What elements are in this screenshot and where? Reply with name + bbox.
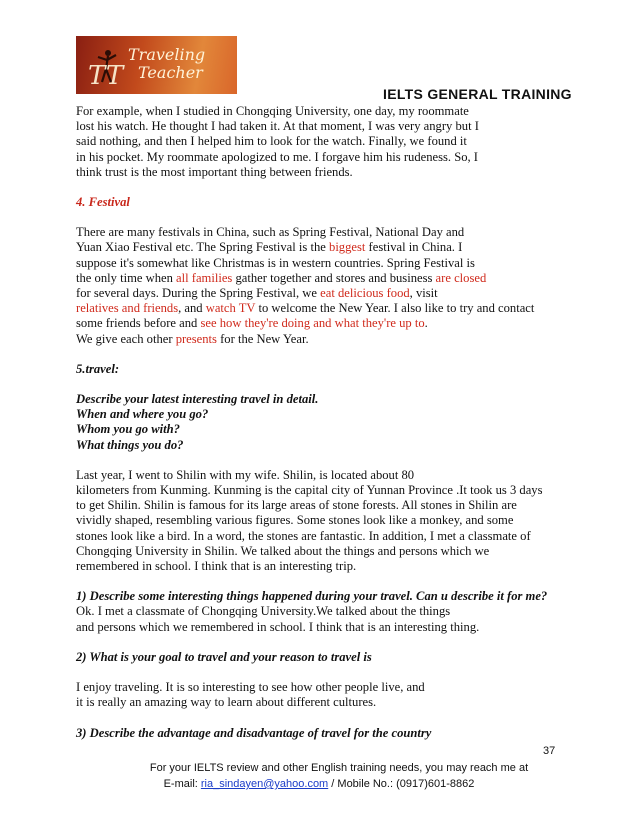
header-title: IELTS GENERAL TRAINING bbox=[383, 86, 572, 102]
travel-answer-line: remembered in school. I think that is an interesting trip. bbox=[76, 559, 357, 574]
festival-line: for several days. During the Spring Festival, we eat delicious food, visit bbox=[76, 286, 438, 301]
festival-line: We give each other presents for the New Year. bbox=[76, 331, 309, 346]
answer-1-line: and persons which we remembered in school. I think that is an interesting thing. bbox=[76, 619, 480, 634]
example-line: lost his watch. He thought I had taken it. At that moment, I was very angry but I bbox=[76, 119, 479, 134]
highlight: see how they're doing and what they're up to bbox=[200, 316, 425, 331]
festival-line: Yuan Xiao Festival etc. The Spring Festival is the biggest festival in China. I bbox=[76, 240, 463, 255]
highlight: biggest bbox=[329, 240, 366, 255]
travel-answer-line: stones look like a bird. In a word, the stones are fantastic. In addition, I met a classmate of bbox=[76, 528, 531, 543]
highlight: all families bbox=[176, 270, 233, 285]
travel-answer-line: Last year, I went to Shilin with my wife. Shilin, is located about 80 bbox=[76, 467, 415, 482]
example-line: said nothing, and then I helped him to look for the watch. Finally, we found it bbox=[76, 134, 467, 149]
travel-heading: 5.travel: bbox=[76, 361, 120, 376]
travel-answer-line: Chongqing University in Shilin. We talked about the things and persons which we bbox=[76, 543, 490, 558]
logo bbox=[76, 36, 237, 94]
question-1: 1) Describe some interesting things happened during your travel. Can u describe it for me? bbox=[76, 589, 548, 604]
highlight: are closed bbox=[435, 270, 487, 285]
page-number: 37 bbox=[543, 745, 556, 757]
answer-2-line: it is really an amazing way to learn about different cultures. bbox=[76, 695, 377, 710]
answer-2-line: I enjoy traveling. It is so interesting to see how other people live, and bbox=[76, 680, 425, 695]
travel-question: What things you do? bbox=[76, 437, 184, 452]
logo-line2: Teacher bbox=[138, 63, 203, 82]
travel-answer-line: kilometers from Kunming. Kunming is the capital city of Yunnan Province .It took us 3 days bbox=[76, 483, 543, 498]
email-link[interactable]: ria_sindayen@yahoo.com bbox=[200, 778, 329, 790]
travel-question: When and where you go? bbox=[76, 407, 209, 422]
highlight: watch TV bbox=[205, 301, 256, 316]
answer-1-line: Ok. I met a classmate of Chongqing University.We talked about the things bbox=[76, 604, 451, 619]
example-line: think trust is the most important thing between friends. bbox=[76, 164, 353, 179]
logo-line1: Traveling bbox=[128, 45, 206, 64]
page-content bbox=[76, 104, 566, 741]
travel-question: Describe your latest interesting travel in detail. bbox=[76, 392, 319, 407]
highlight: relatives and friends bbox=[76, 301, 179, 316]
festival-line: some friends before and see how they're doing and what they're up to. bbox=[76, 316, 428, 331]
highlight: eat delicious food bbox=[320, 286, 410, 301]
footer-line1: For your IELTS review and other English training needs, you may reach me at bbox=[149, 762, 529, 774]
example-line: in his pocket. My roommate apologized to me. I forgave him his rudeness. So, I bbox=[76, 149, 478, 164]
travel-question: Whom you go with? bbox=[76, 422, 180, 437]
highlight: presents bbox=[175, 331, 217, 346]
festival-line: suppose it's somewhat like Christmas is in western countries. Spring Festival is bbox=[76, 255, 475, 270]
travel-answer-line: vividly shaped, resembling various figures. Some stones look like a monkey, and some bbox=[76, 513, 514, 528]
logo-monogram: TT bbox=[88, 61, 124, 91]
festival-line: relatives and friends, and watch TV to welcome the New Year. I also like to try and contact bbox=[76, 301, 535, 316]
question-3: 3) Describe the advantage and disadvantage of travel for the country bbox=[76, 725, 432, 740]
footer-line2: E-mail: ria_sindayen@yahoo.com / Mobile No.: (0917)601-8862 bbox=[163, 778, 475, 790]
travel-answer-line: to get Shilin. Shilin is famous for its large areas of stone forests. All stones in Shilin are bbox=[76, 498, 517, 513]
festival-line: the only time when all families gather together and stores and business are closed bbox=[76, 270, 487, 285]
question-2: 2) What is your goal to travel and your reason to travel is bbox=[76, 649, 372, 664]
example-line: For example, when I studied in Chongqing University, one day, my roommate bbox=[76, 104, 469, 118]
festival-heading: 4. Festival bbox=[76, 195, 130, 210]
festival-line: There are many festivals in China, such as Spring Festival, National Day and bbox=[76, 225, 465, 240]
